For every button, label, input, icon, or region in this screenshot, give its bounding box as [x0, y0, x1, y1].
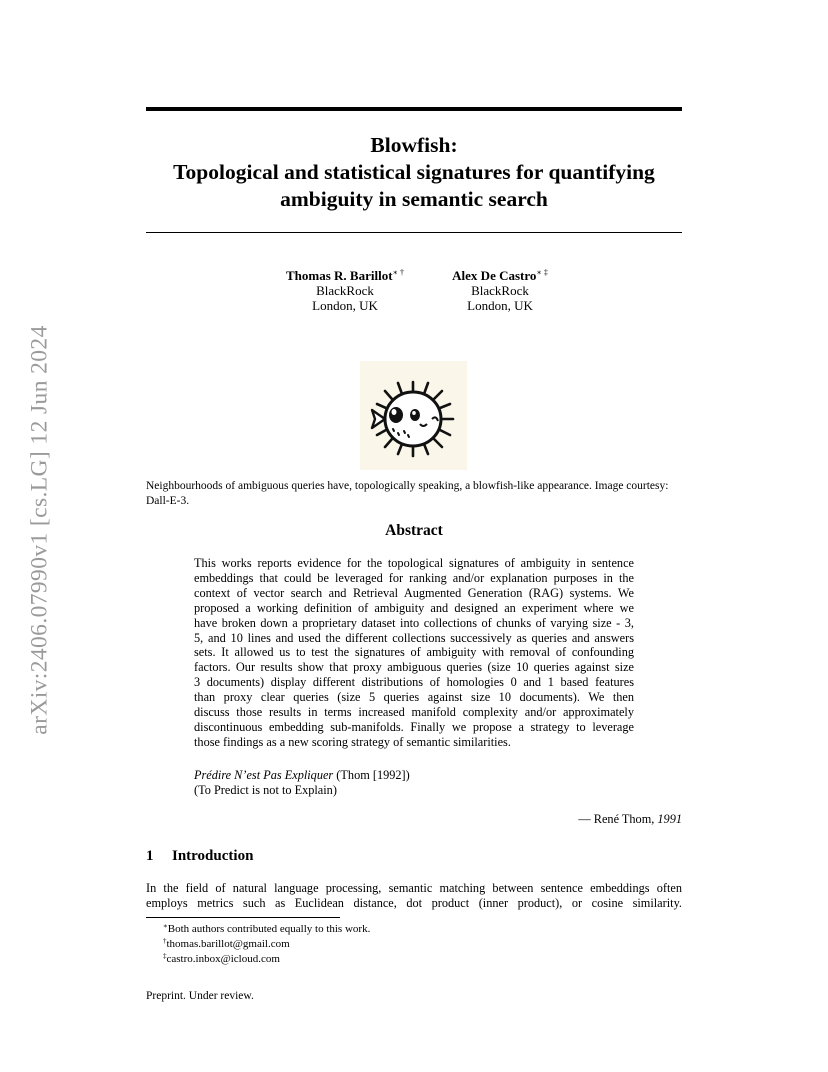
footnote-email[interactable]: castro.inbox@icloud.com — [166, 953, 280, 965]
abstract-line: discontinuous embedding sub-manifolds. Finally we propose a strategy to leverage — [194, 719, 634, 734]
footnote-mark: ‡ — [163, 952, 167, 960]
attribution-name: — René Thom, — [578, 812, 658, 826]
paper-title — [146, 132, 682, 213]
footnote — [163, 952, 370, 967]
title-line-1: Blowfish: — [370, 133, 458, 157]
footnote-email[interactable]: thomas.barillot@gmail.com — [166, 938, 290, 950]
abstract-line: discuss those results in terms increased manifold complexity and/or approximately — [194, 705, 634, 720]
arxiv-identifier: arXiv:2406.07990v1 [cs.LG] 12 Jun 2024 — [26, 325, 53, 735]
epigraph-attribution — [578, 812, 682, 827]
section-title: Introduction — [172, 848, 254, 864]
footnote — [163, 937, 370, 952]
author-marks: ∗ ‡ — [536, 268, 548, 277]
author-location: London, UK — [467, 298, 533, 313]
blowfish-figure — [360, 361, 467, 470]
footnote — [163, 922, 370, 937]
abstract-line: 5, and 10 lines and used the different collections successively as queries and answers — [194, 630, 634, 645]
title-rule — [146, 232, 682, 233]
author-location: London, UK — [312, 298, 378, 313]
footnotes — [163, 922, 370, 967]
epigraph — [194, 768, 410, 798]
author-marks: ∗ † — [392, 268, 404, 277]
abstract-line: have broken down a proprietary dataset into collections of chunks of varying size - 3, — [194, 615, 634, 630]
author-block-2 — [400, 268, 600, 313]
epigraph-citation[interactable]: (Thom [1992]) — [333, 768, 410, 782]
author-name: Alex De Castro — [452, 268, 537, 283]
abstract-line: those findings as a new scoring strategy of semantic similarities. — [194, 734, 511, 749]
footnote-text: Both authors contributed equally to this work. — [167, 923, 371, 935]
abstract-line: than proxy clear queries (size 5 queries against size 10 documents). We then — [194, 690, 634, 705]
author-affiliation: BlackRock — [471, 283, 529, 298]
intro-line: employs metrics such as Euclidean distance, dot product (inner product), or cosine similarity. — [146, 896, 682, 910]
pufferfish-icon — [360, 361, 467, 470]
footnote-mark: ∗ — [163, 922, 168, 930]
intro-line: In the field of natural language processing, semantic matching between sentence embeddings often — [146, 881, 682, 895]
abstract-line: sets. It allowed us to test the signatures of ambiguity with removal of confounding — [194, 645, 634, 660]
abstract-line: factors. Our results show that proxy ambiguous queries (size 10 queries against size — [194, 660, 634, 675]
epigraph-quote: Prédire N’est Pas Expliquer — [194, 768, 334, 782]
section-heading — [146, 848, 253, 865]
author-affiliation: BlackRock — [316, 283, 374, 298]
abstract-line: context of vector search and Retrieval Augmented Generation (RAG) systems. We — [194, 585, 634, 600]
introduction-text — [146, 881, 682, 911]
footnote-rule — [146, 917, 340, 918]
preprint-footer: Preprint. Under review. — [146, 990, 254, 1002]
figure-caption: Neighbourhoods of ambiguous queries have, topologically speaking, a blowfish-like appearance. Image courtesy: Dall-E-3. — [146, 480, 669, 507]
epigraph-translation: (To Predict is not to Explain) — [194, 783, 337, 797]
footnote-mark: † — [163, 937, 167, 945]
abstract-heading: Abstract — [385, 522, 443, 539]
abstract-line: 3 documents) display different distributions of homologies 0 and 1 based features — [194, 675, 634, 690]
attribution-year: 1991 — [657, 812, 682, 826]
abstract-line: This works reports evidence for the topological signatures of ambiguity in sentence — [194, 556, 634, 570]
title-line-2: Topological and statistical signatures for quantifying — [173, 160, 655, 184]
section-number: 1 — [146, 848, 154, 864]
abstract-line: proposed a working definition of ambiguity and designed an experiment where we — [194, 600, 634, 615]
abstract-body — [194, 556, 634, 750]
top-rule — [146, 107, 682, 111]
abstract-line: embeddings that could be leveraged for ranking and/or explanation purposes in the — [194, 570, 634, 585]
author-name: Thomas R. Barillot — [286, 268, 393, 283]
title-line-3: ambiguity in semantic search — [280, 187, 548, 211]
